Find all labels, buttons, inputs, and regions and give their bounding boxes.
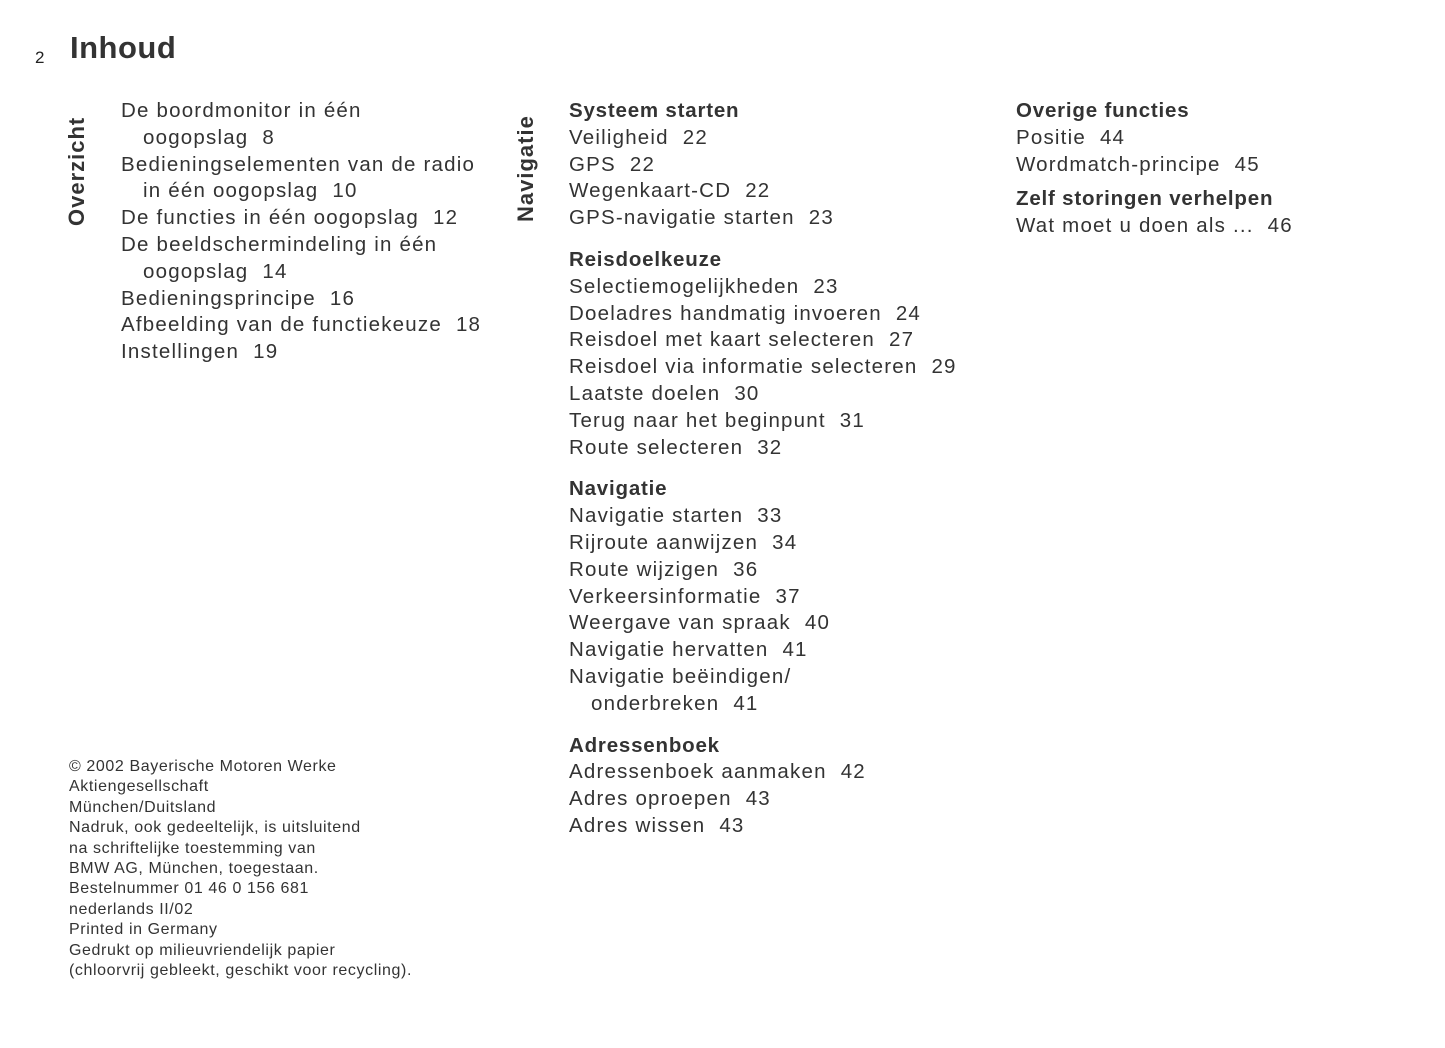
toc-entry[interactable]: Adres wissen 43 <box>569 813 745 837</box>
imprint-line: nederlands II/02 <box>69 900 194 918</box>
toc-section-heading: Navigatie <box>569 477 668 501</box>
toc-entry[interactable]: Veiligheid 22 <box>569 125 708 149</box>
toc-section-heading: Adressenboek <box>569 733 720 757</box>
section-label-navigatie: Navigatie <box>513 115 538 222</box>
toc-entry[interactable]: De functies in één oogopslag 12 <box>121 206 459 230</box>
toc-entry[interactable]: Navigatie starten 33 <box>569 504 783 528</box>
toc-column-navigatie <box>569 98 969 855</box>
toc-section-heading: Overige functies <box>1016 99 1190 122</box>
imprint-line: Nadruk, ook gedeeltelijk, is uitsluitend <box>69 819 361 837</box>
toc-entry[interactable]: Adressenboek aanmaken 42 <box>569 760 866 784</box>
toc-section-heading: Reisdoelkeuze <box>569 247 722 271</box>
imprint-line: Bestelnummer 01 46 0 156 681 <box>69 880 310 898</box>
toc-entry[interactable]: Route selecteren 32 <box>569 435 783 459</box>
toc-entry[interactable]: Bedieningsprincipe 16 <box>121 286 356 310</box>
imprint-line: na schriftelijke toestemming van <box>69 839 316 857</box>
toc-entry[interactable]: Terug naar het beginpunt 31 <box>569 408 865 432</box>
toc-section-heading: Zelf storingen verhelpen <box>1016 187 1274 211</box>
toc-entry[interactable]: Wat moet u doen als ... 46 <box>1016 214 1293 238</box>
toc-section-navigatie <box>569 476 969 717</box>
toc-entry[interactable]: Verkeersinformatie 37 <box>569 584 801 608</box>
imprint-line: München/Duitsland <box>69 798 217 816</box>
toc-section-reisdoelkeuze <box>569 247 969 461</box>
toc-column-overige <box>1016 98 1416 255</box>
imprint-line: Aktiengesellschaft <box>69 778 209 796</box>
toc-entry[interactable]: Laatste doelen 30 <box>569 381 760 405</box>
toc-entry[interactable]: Adres oproepen 43 <box>569 787 771 811</box>
toc-section-heading: Systeem starten <box>569 99 740 122</box>
toc-entry[interactable]: Reisdoel met kaart selecteren 27 <box>569 328 915 352</box>
section-label-overzicht: Overzicht <box>64 116 89 226</box>
toc-entry[interactable]: De boordmonitor in één oogopslag 8 <box>121 99 362 149</box>
imprint-line: Printed in Germany <box>69 921 218 939</box>
toc-entry[interactable]: Selectiemogelijkheden 23 <box>569 274 839 298</box>
toc-entry[interactable]: Doeladres handmatig invoeren 24 <box>569 301 922 325</box>
imprint-line: BMW AG, München, toegestaan. <box>69 860 319 878</box>
toc-entry[interactable]: Wordmatch-principe 45 <box>1016 152 1260 176</box>
imprint-line: Gedrukt op milieuvriendelijk papier <box>69 941 336 959</box>
toc-entry[interactable]: Reisdoel via informatie selecteren 29 <box>569 355 957 379</box>
imprint-line: (chloorvrij gebleekt, geschikt voor recycling). <box>69 962 412 980</box>
toc-column-overzicht <box>121 98 491 366</box>
toc-section-overige-functies <box>1016 98 1416 178</box>
toc-entry[interactable]: Afbeelding van de functiekeuze 18 <box>121 313 482 337</box>
imprint <box>69 757 509 981</box>
toc-section-adressenboek <box>569 733 969 840</box>
toc-section-systeem-starten <box>569 98 969 232</box>
toc-entry[interactable]: Positie 44 <box>1016 125 1126 149</box>
page-title: Inhoud <box>70 30 177 65</box>
toc-entry[interactable]: Instellingen 19 <box>121 340 279 364</box>
toc-entry[interactable]: GPS-navigatie starten 23 <box>569 206 834 230</box>
toc-section-zelf-storingen <box>1016 186 1416 240</box>
toc-entry[interactable]: Rijroute aanwijzen 34 <box>569 530 798 554</box>
toc-entry[interactable]: Route wijzigen 36 <box>569 557 759 581</box>
toc-entry[interactable]: Weergave van spraak 40 <box>569 611 831 635</box>
toc-entry[interactable]: GPS 22 <box>569 152 656 176</box>
toc-entry[interactable]: Navigatie hervatten 41 <box>569 638 808 662</box>
toc-entry[interactable]: De beeldschermindeling in één oogopslag 14 <box>121 232 438 283</box>
toc-entry[interactable]: Wegenkaart-CD 22 <box>569 179 771 203</box>
toc-entry[interactable]: Navigatie beëindigen/ onderbreken 41 <box>569 664 792 715</box>
imprint-line: © 2002 Bayerische Motoren Werke <box>69 758 337 775</box>
toc-entry[interactable]: Bedieningselementen van de radio in één oogopslag 10 <box>121 152 476 203</box>
page-number: 2 <box>35 48 45 67</box>
